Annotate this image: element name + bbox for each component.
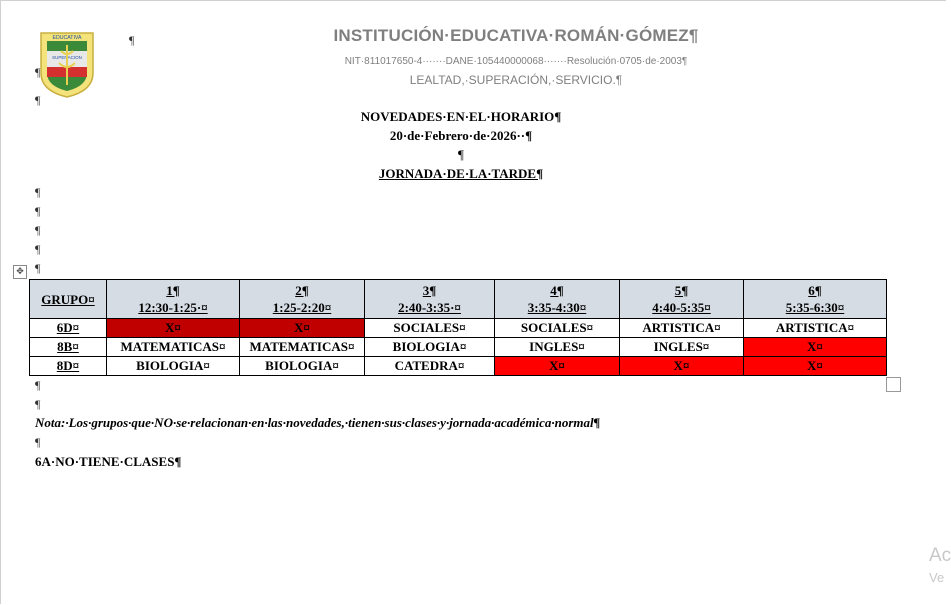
subject-cell[interactable]: BIOLOGIA¤ — [107, 357, 240, 376]
group-cell[interactable] — [30, 357, 107, 376]
group-header-label: GRUPO¤ — [41, 291, 95, 307]
cancelled-cell[interactable]: X¤ — [744, 338, 887, 357]
cancelled-cell[interactable]: X¤ — [107, 319, 240, 338]
note-text: Nota:·Los·grupos·que·NO·se·relacionan·en·las·novedades,·tienen·sus·clases·y·jornada·académica·normal¶ — [35, 415, 601, 430]
period-number: 6¶ — [808, 283, 822, 298]
period-number: 5¶ — [674, 283, 689, 298]
period-time: 2:40-3:35·¤ — [398, 300, 461, 315]
subject-cell[interactable]: SOCIALES¤ — [365, 319, 495, 338]
paragraph-mark: ¶ — [129, 33, 135, 47]
period-header-cell[interactable] — [620, 280, 744, 319]
period-time: 12:30-1:25·¤ — [138, 300, 208, 315]
motto-line: LEALTAD,·SUPERACIÓN,·SERVICIO.¶ — [409, 73, 623, 87]
period-number: 2¶ — [295, 283, 309, 298]
period-header-cell[interactable] — [744, 280, 887, 319]
paragraph-mark: ¶ — [35, 397, 41, 411]
period-header-cell[interactable] — [495, 280, 620, 319]
group-label: 8D¤ — [56, 358, 80, 373]
svg-text:EDUCATIVA: EDUCATIVA — [52, 35, 82, 41]
subject-cell[interactable]: ARTISTICA¤ — [744, 319, 887, 338]
schedule-table[interactable] — [29, 279, 887, 376]
period-number: 3¶ — [422, 283, 437, 298]
period-header-cell[interactable] — [107, 280, 240, 319]
period-header-cell[interactable] — [365, 280, 495, 319]
paragraph-mark: ¶ — [35, 185, 41, 199]
subject-cell[interactable]: ARTISTICA¤ — [620, 319, 744, 338]
subject-cell[interactable]: MATEMATICAS¤ — [240, 338, 365, 357]
paragraph-mark: ¶ — [35, 242, 41, 256]
subject-cell[interactable]: CATEDRA¤ — [365, 357, 495, 376]
paragraph-mark: ¶ — [35, 93, 41, 107]
svg-text:SUPERACION: SUPERACION — [52, 55, 82, 60]
subject-cell[interactable]: BIOLOGIA¤ — [240, 357, 365, 376]
period-header-cell[interactable] — [240, 280, 365, 319]
table-resize-handle[interactable] — [886, 377, 901, 392]
paragraph-mark: ¶ — [35, 223, 41, 237]
paragraph-mark: ¶ — [35, 378, 41, 392]
period-number: 4¶ — [550, 283, 564, 298]
document-date: 20·de·Febrero·de·2026··¶ — [389, 128, 533, 143]
table-row — [30, 338, 887, 357]
table-row — [30, 357, 887, 376]
paragraph-mark: ¶ — [458, 147, 464, 162]
group-header-cell[interactable] — [30, 280, 107, 319]
school-logo — [37, 29, 97, 99]
period-time: 3:35-4:30¤ — [527, 300, 587, 315]
paragraph-mark: ¶ — [35, 261, 41, 275]
paragraph-mark: ¶ — [35, 65, 41, 79]
paragraph-mark: ¶ — [35, 435, 41, 449]
period-time: 1:25-2:20¤ — [272, 300, 332, 315]
subject-cell[interactable]: SOCIALES¤ — [495, 319, 620, 338]
period-time: 4:40-5:35¤ — [652, 300, 711, 315]
shift-title: JORNADA·DE·LA·TARDE¶ — [378, 166, 544, 181]
cancelled-cell[interactable]: X¤ — [240, 319, 365, 338]
subject-cell[interactable]: INGLES¤ — [495, 338, 620, 357]
no-classes-notice: 6A·NO·TIENE·CLASES¶ — [35, 454, 182, 469]
table-move-handle[interactable]: ✥ — [13, 265, 27, 279]
cancelled-cell[interactable]: X¤ — [744, 357, 887, 376]
subject-cell[interactable]: MATEMATICAS¤ — [107, 338, 240, 357]
group-cell[interactable] — [30, 319, 107, 338]
group-cell[interactable] — [30, 338, 107, 357]
group-label: 8B¤ — [57, 339, 79, 354]
period-time: 5:35-6:30¤ — [785, 300, 845, 315]
subject-cell[interactable]: BIOLOGIA¤ — [365, 338, 495, 357]
table-row — [30, 319, 887, 338]
cancelled-cell[interactable]: X¤ — [620, 357, 744, 376]
activation-watermark-sub: Ve — [929, 570, 945, 585]
period-number: 1¶ — [166, 283, 180, 298]
document-title: NOVEDADES·EN·EL·HORARIO¶ — [360, 109, 562, 124]
paragraph-mark: ¶ — [35, 204, 41, 218]
table-header-row — [30, 280, 887, 319]
group-label: 6D¤ — [56, 320, 80, 335]
registry-line: NIT·811017650-4·······DANE·105440000068·······Resolución·0705·de·2003¶ — [344, 56, 688, 67]
institution-name: INSTITUCIÓN·EDUCATIVA·ROMÁN·GÓMEZ¶ — [333, 26, 699, 45]
subject-cell[interactable]: INGLES¤ — [620, 338, 744, 357]
activation-watermark: Ac — [929, 545, 951, 566]
cancelled-cell[interactable]: X¤ — [495, 357, 620, 376]
